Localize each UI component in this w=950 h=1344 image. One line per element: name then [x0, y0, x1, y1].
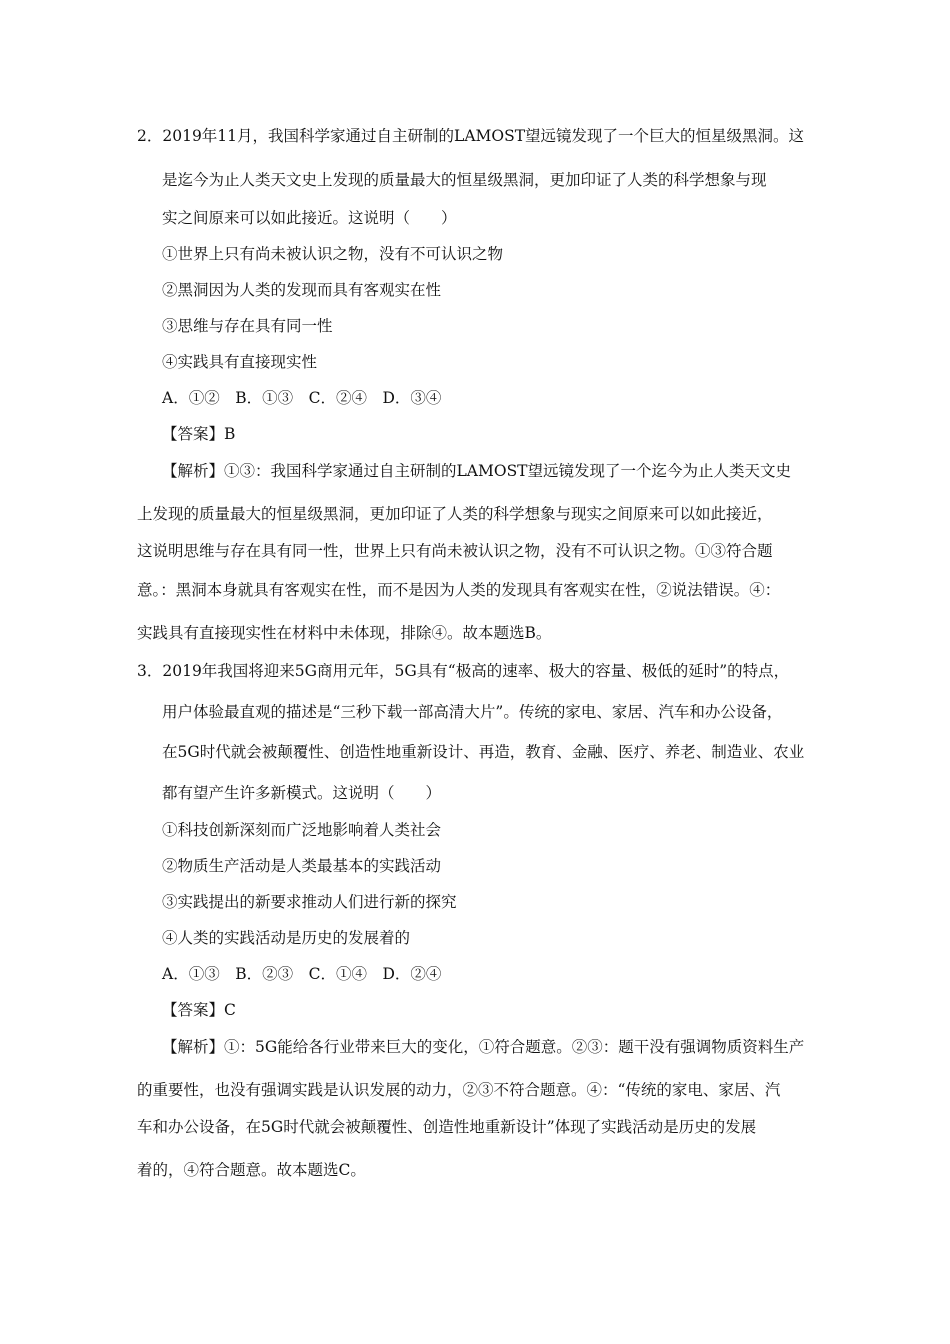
explanation-line: 着的，④符合题意。故本题选C。 — [137, 1161, 366, 1179]
choices-line: A．①② B．①③ C．②④ D．③④ — [162, 389, 442, 407]
answer-line: 【答案】B — [162, 425, 236, 443]
option-line: ①世界上只有尚未被认识之物，没有不可认识之物 — [162, 245, 504, 263]
question-stem-line: 3．2019年我国将迎来5G商用元年，5G具有“极高的速率、极大的容量、极低的延时”的特点， — [137, 662, 790, 680]
question-stem-line: 在5G时代就会被颠覆性、创造性地重新设计、再造，教育、金融、医疗、养老、制造业、农业 — [162, 743, 805, 761]
option-line: ④实践具有直接现实性 — [162, 353, 318, 371]
explanation-line: 【解析】①③：我国科学家通过自主研制的LAMOST望远镜发现了一个迄今为止人类天文史 — [162, 462, 792, 480]
option-line: ③实践提出的新要求推动人们进行新的探究 — [162, 893, 457, 911]
option-line: ①科技创新深刻而广泛地影响着人类社会 — [162, 821, 442, 839]
explanation-line: 意。：黑洞本身就具有客观实在性，而不是因为人类的发现具有客观实在性，②说法错误。④： — [137, 581, 781, 599]
explanation-line: 【解析】①：5G能给各行业带来巨大的变化，①符合题意。②③：题干没有强调物质资料生产 — [162, 1038, 805, 1056]
question-stem-line: 2．2019年11月，我国科学家通过自主研制的LAMOST望远镜发现了一个巨大的恒星级黑洞。这 — [137, 127, 805, 145]
question-stem-line: 用户体验最直观的描述是“三秒下载一部高清大片”。传统的家电、家居、汽车和办公设备， — [162, 703, 783, 721]
choices-line: A．①③ B．②③ C．①④ D．②④ — [162, 965, 442, 983]
option-line: ④人类的实践活动是历史的发展着的 — [162, 929, 411, 947]
explanation-line: 这说明思维与存在具有同一性，世界上只有尚未被认识之物，没有不可认识之物。①③符合题 — [137, 542, 773, 560]
option-line: ③思维与存在具有同一性 — [162, 317, 333, 335]
explanation-line: 上发现的质量最大的恒星级黑洞，更加印证了人类的科学想象与现实之间原来可以如此接近， — [137, 505, 773, 523]
explanation-line: 的重要性，也没有强调实践是认识发展的动力，②③不符合题意。④：“传统的家电、家居、汽 — [137, 1081, 781, 1099]
explanation-line: 实践具有直接现实性在材料中未体现，排除④。故本题选B。 — [137, 624, 552, 642]
option-line: ②黑洞因为人类的发现而具有客观实在性 — [162, 281, 442, 299]
question-stem-line: 是迄今为止人类天文史上发现的质量最大的恒星级黑洞，更加印证了人类的科学想象与现 — [162, 171, 767, 189]
question-stem-line: 实之间原来可以如此接近。这说明（ ） — [162, 209, 457, 227]
option-line: ②物质生产活动是人类最基本的实践活动 — [162, 857, 442, 875]
question-stem-line: 都有望产生许多新模式。这说明（ ） — [162, 784, 442, 802]
explanation-line: 车和办公设备，在5G时代就会被颠覆性、创造性地重新设计”体现了实践活动是历史的发展 — [137, 1118, 757, 1136]
answer-line: 【答案】C — [162, 1001, 236, 1019]
